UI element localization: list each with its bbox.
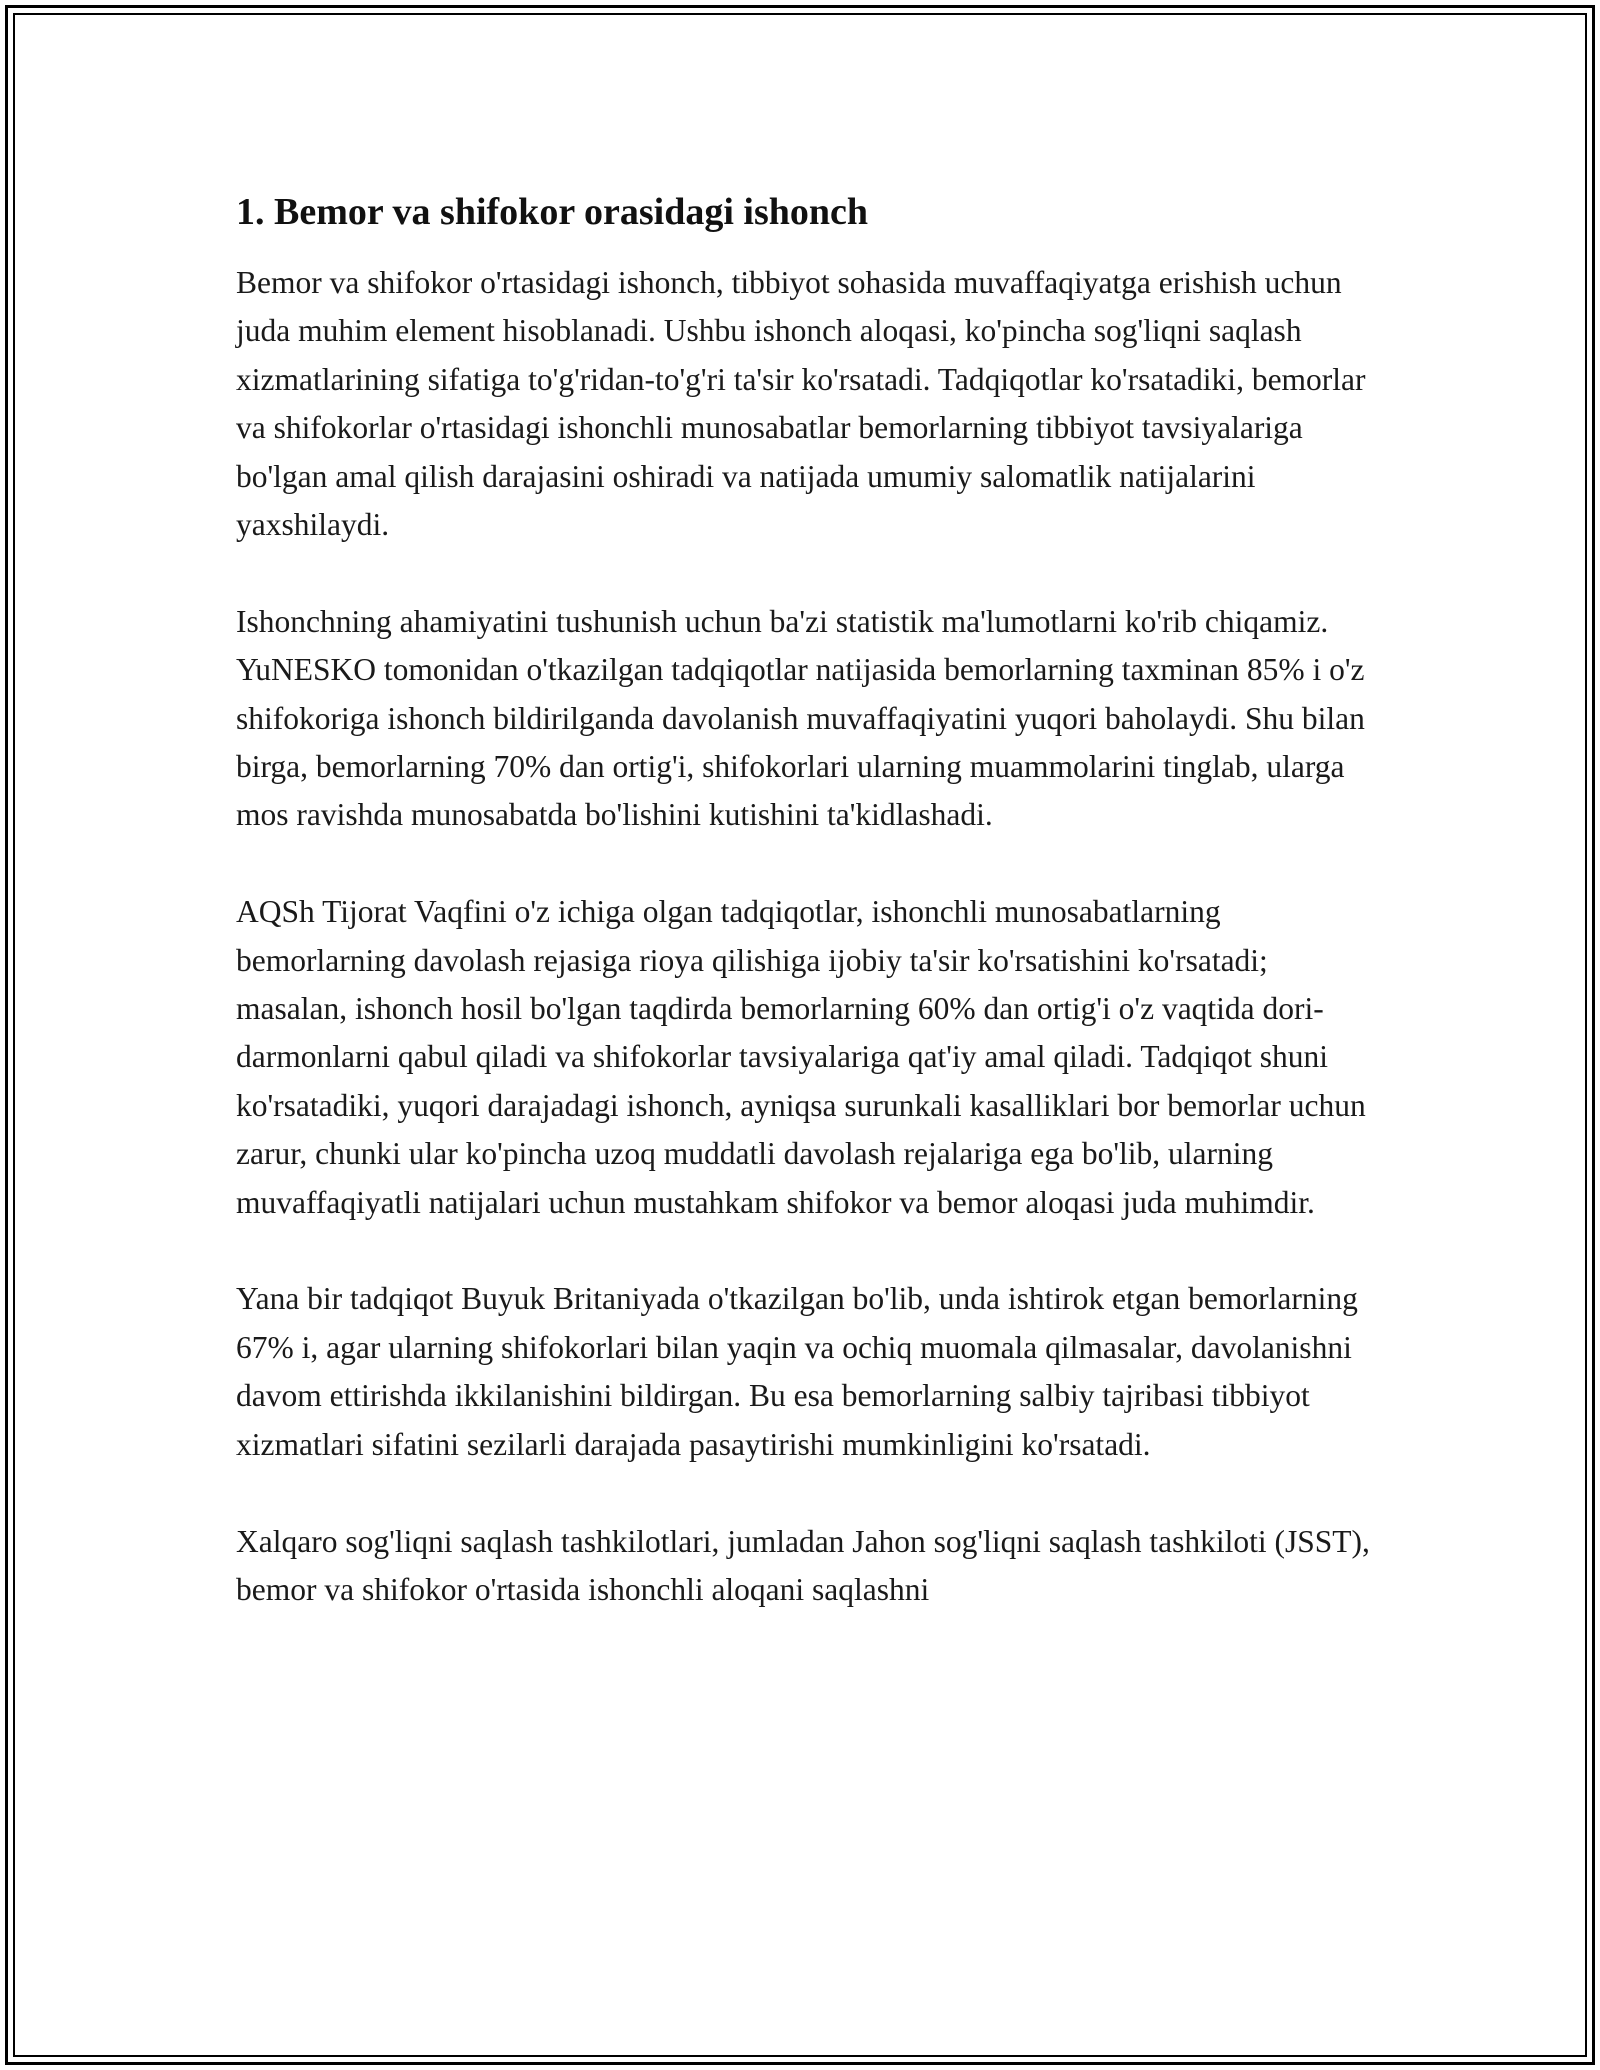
paragraph-5: Xalqaro sog'liqni saqlash tashkilotlari, jumladan Jahon sog'liqni saqlash tashkiloti (JSST), bemor va shifokor o'rtasida ishonchli aloqani saqlashni — [236, 1523, 1370, 1607]
section-heading: 1. Bemor va shifokor orasidagi ishonch — [236, 191, 869, 233]
document-body — [236, 185, 1376, 1663]
paragraph-1: Bemor va shifokor o'rtasidagi ishonch, tibbiyot sohasida muvaffaqiyatga erishish uchun juda muhim element hisoblanadi. Ushbu ishonch aloqasi, ko'pincha sog'liqni saqlash xizmatlarining sifatiga to'g'ridan-to'g'ri ta'sir ko'rsatadi. Tadqiqotlar ko'rsatadiki, bemorlar va shifokorlar o'rtasidagi ishonchli munosabatlar bemorlarning tibbiyot tavsiyalariga bo'lgan amal qilish darajasini oshiradi va natijada umumiy salomatlik natijalarini yaxshilaydi. — [236, 265, 1366, 543]
paragraph-3: AQSh Tijorat Vaqfini o'z ichiga olgan tadqiqotlar, ishonchli munosabatlarning bemorlarning davolash rejasiga rioya qilishiga ijobiy ta'sir ko'rsatishini ko'rsatadi; masalan, ishonch hosil bo'lgan taqdirda bemorlarning 60% dan ortig'i o'z vaqtida dori-darmonlarni qabul qiladi va shifokorlar tavsiyalariga qat'iy amal qiladi. Tadqiqot shuni ko'rsatadiki, yuqori darajadagi ishonch, ayniqsa surunkali kasalliklari bor bemorlar uchun zarur, chunki ular ko'pincha uzoq muddatli davolash rejalariga ega bo'lib, ularning muvaffaqiyatli natijalari uchun mustahkam shifokor va bemor aloqasi juda muhimdir. — [236, 894, 1366, 1220]
paragraph-2: Ishonchning ahamiyatini tushunish uchun ba'zi statistik ma'lumotlarni ko'rib chiqamiz. YuNESKO tomonidan o'tkazilgan tadqiqotlar natijasida bemorlarning taxminan 85% i o'z shifokoriga ishonch bildirilganda davolanish muvaffaqiyatini yuqori baholaydi. Shu bilan birga, bemorlarning 70% dan ortig'i, shifokorlari ularning muammolarini tinglab, ularga mos ravishda munosabatda bo'lishini kutishini ta'kidlashadi. — [236, 603, 1365, 833]
paragraph-4: Yana bir tadqiqot Buyuk Britaniyada o'tkazilgan bo'lib, unda ishtirok etgan bemorlarning 67% i, agar ularning shifokorlari bilan yaqin va ochiq muomala qilmasalar, davolanishni davom ettirishda ikkilanishini bildirgan. Bu esa bemorlarning salbiy tajribasi tibbiyot xizmatlari sifatini sezilarli darajada pasaytirishi mumkinligini ko'rsatadi. — [236, 1281, 1358, 1462]
